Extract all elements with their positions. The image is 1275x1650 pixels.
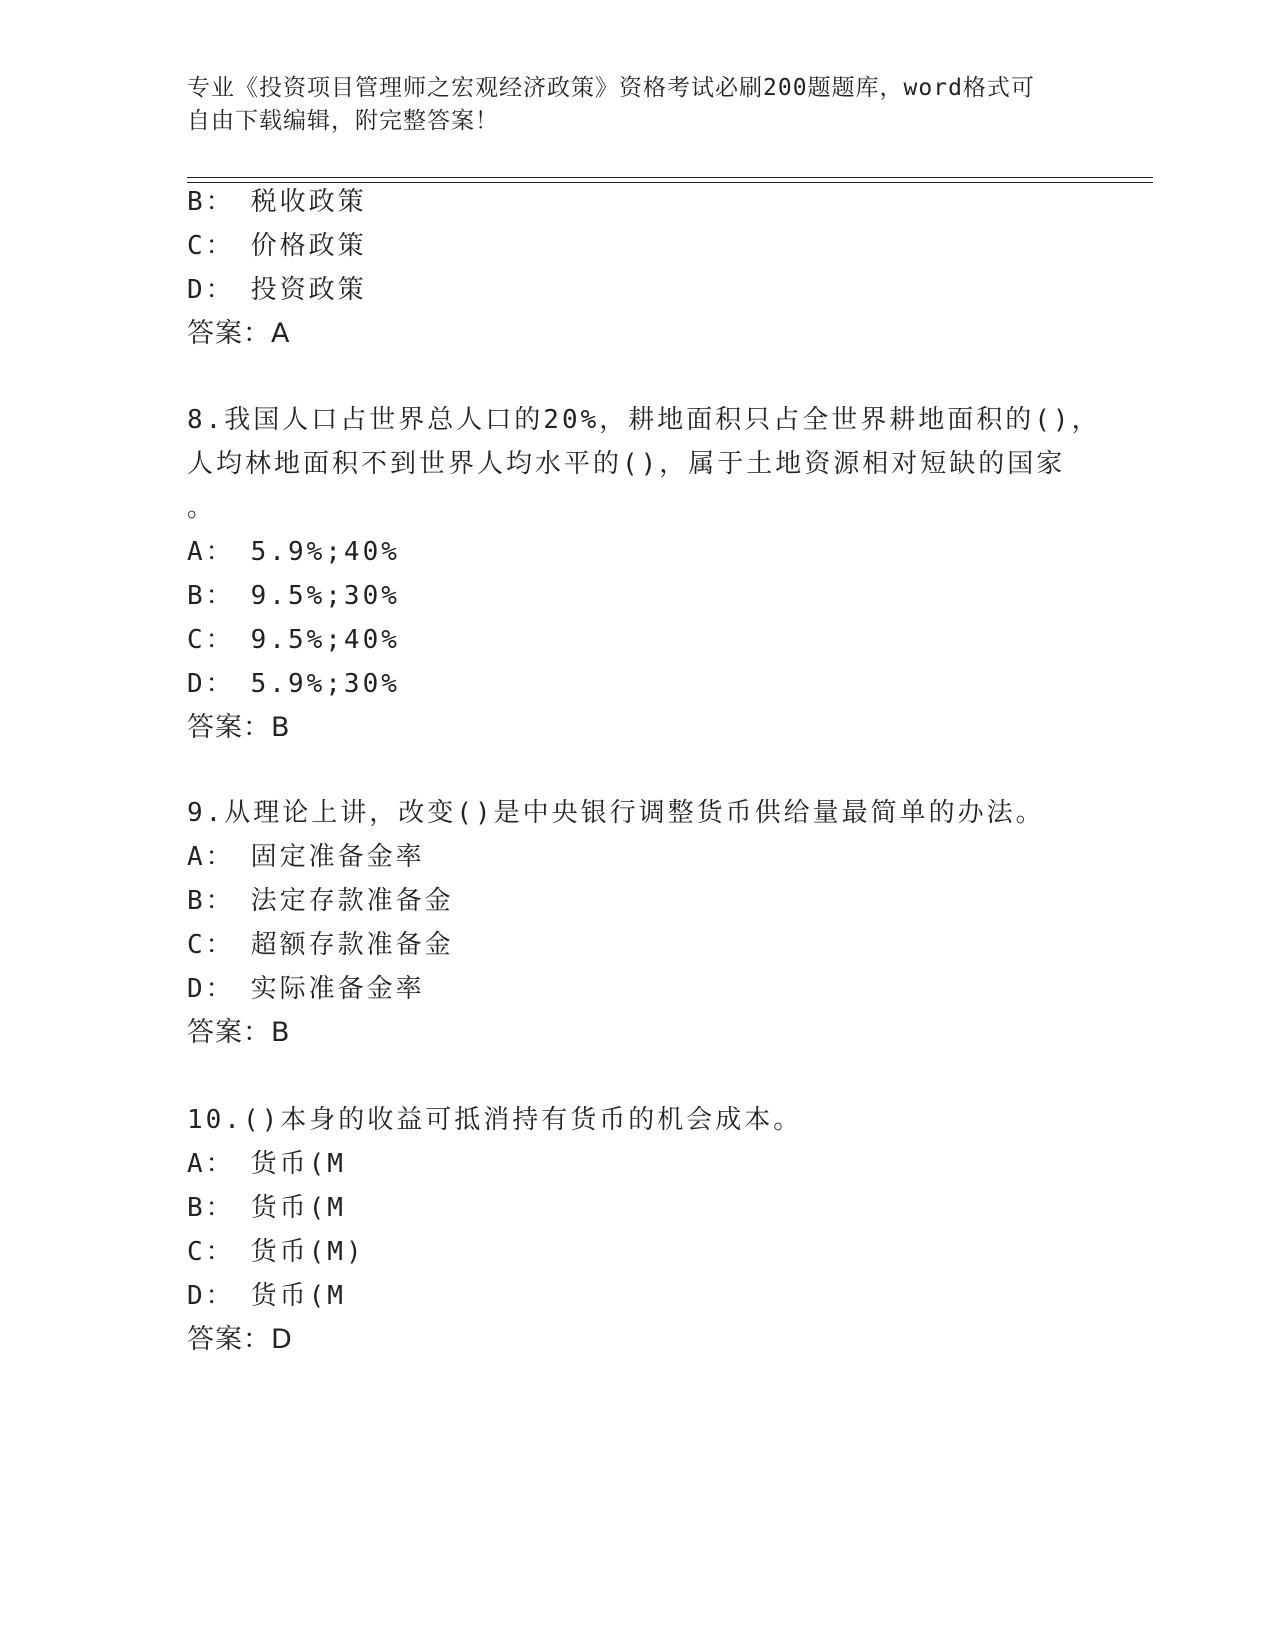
question-8-option-d: D： 5.9%;30% [187, 669, 400, 699]
header-divider-bottom [187, 182, 1153, 183]
option-b: B： 税收政策 [187, 187, 367, 217]
option-text: 税收政策 [250, 187, 367, 217]
option-text: 9.5%;40% [250, 625, 400, 655]
option-text: 9.5%;30% [250, 581, 400, 611]
document-header [187, 72, 1087, 138]
header-line-2: 自由下载编辑，附完整答案！ [187, 108, 499, 134]
question-9-option-b: B： 法定存款准备金 [187, 886, 454, 916]
question-9-option-a: A： 固定准备金率 [187, 842, 425, 872]
option-text: 货币(M) [250, 1237, 365, 1267]
header-divider-top [187, 177, 1153, 178]
question-9-option-c: C： 超额存款准备金 [187, 930, 454, 960]
question-10-option-d: D： 货币(M [187, 1281, 346, 1311]
option-text: 货币(M [250, 1281, 346, 1311]
option-d: D： 投资政策 [187, 275, 367, 305]
question-8-answer: 答案：B [187, 712, 291, 743]
question-8-option-b: B： 9.5%;30% [187, 581, 400, 611]
question-10-option-b: B： 货币(M [187, 1193, 346, 1223]
option-text: 实际准备金率 [250, 974, 425, 1004]
question-9-stem: 9.从理论上讲，改变()是中央银行调整货币供给量最简单的办法。 [187, 798, 1045, 828]
option-text: 货币(M [250, 1149, 346, 1179]
question-8-stem-line-2: 人均林地面积不到世界人均水平的()，属于土地资源相对短缺的国家 [187, 449, 1066, 479]
option-text: 货币(M [250, 1193, 346, 1223]
option-text: 法定存款准备金 [250, 886, 454, 916]
option-text: 价格政策 [250, 231, 367, 261]
question-9-answer: 答案：B [187, 1017, 291, 1048]
question-8-stem-line-3: 。 [187, 493, 217, 523]
header-line-1: 专业《投资项目管理师之宏观经济政策》资格考试必刷200题题库，word格式可 [187, 75, 1035, 101]
option-text: 超额存款准备金 [250, 930, 454, 960]
question-8-option-c: C： 9.5%;40% [187, 625, 400, 655]
question-8-option-a: A： 5.9%;40% [187, 537, 400, 567]
question-10-option-a: A： 货币(M [187, 1149, 346, 1179]
answer-line: 答案：A [187, 318, 291, 349]
option-text: 5.9%;40% [250, 537, 400, 567]
question-10-answer: 答案：D [187, 1324, 293, 1355]
question-8-stem-line-1: 8.我国人口占世界总人口的20%，耕地面积只占全世界耕地面积的()， [187, 405, 1101, 435]
question-10-stem: 10.()本身的收益可抵消持有货币的机会成本。 [187, 1105, 803, 1135]
option-c: C： 价格政策 [187, 231, 367, 261]
option-text: 固定准备金率 [250, 842, 425, 872]
question-9-option-d: D： 实际准备金率 [187, 974, 425, 1004]
option-text: 5.9%;30% [250, 669, 400, 699]
option-text: 投资政策 [250, 275, 367, 305]
question-10-option-c: C： 货币(M) [187, 1237, 365, 1267]
